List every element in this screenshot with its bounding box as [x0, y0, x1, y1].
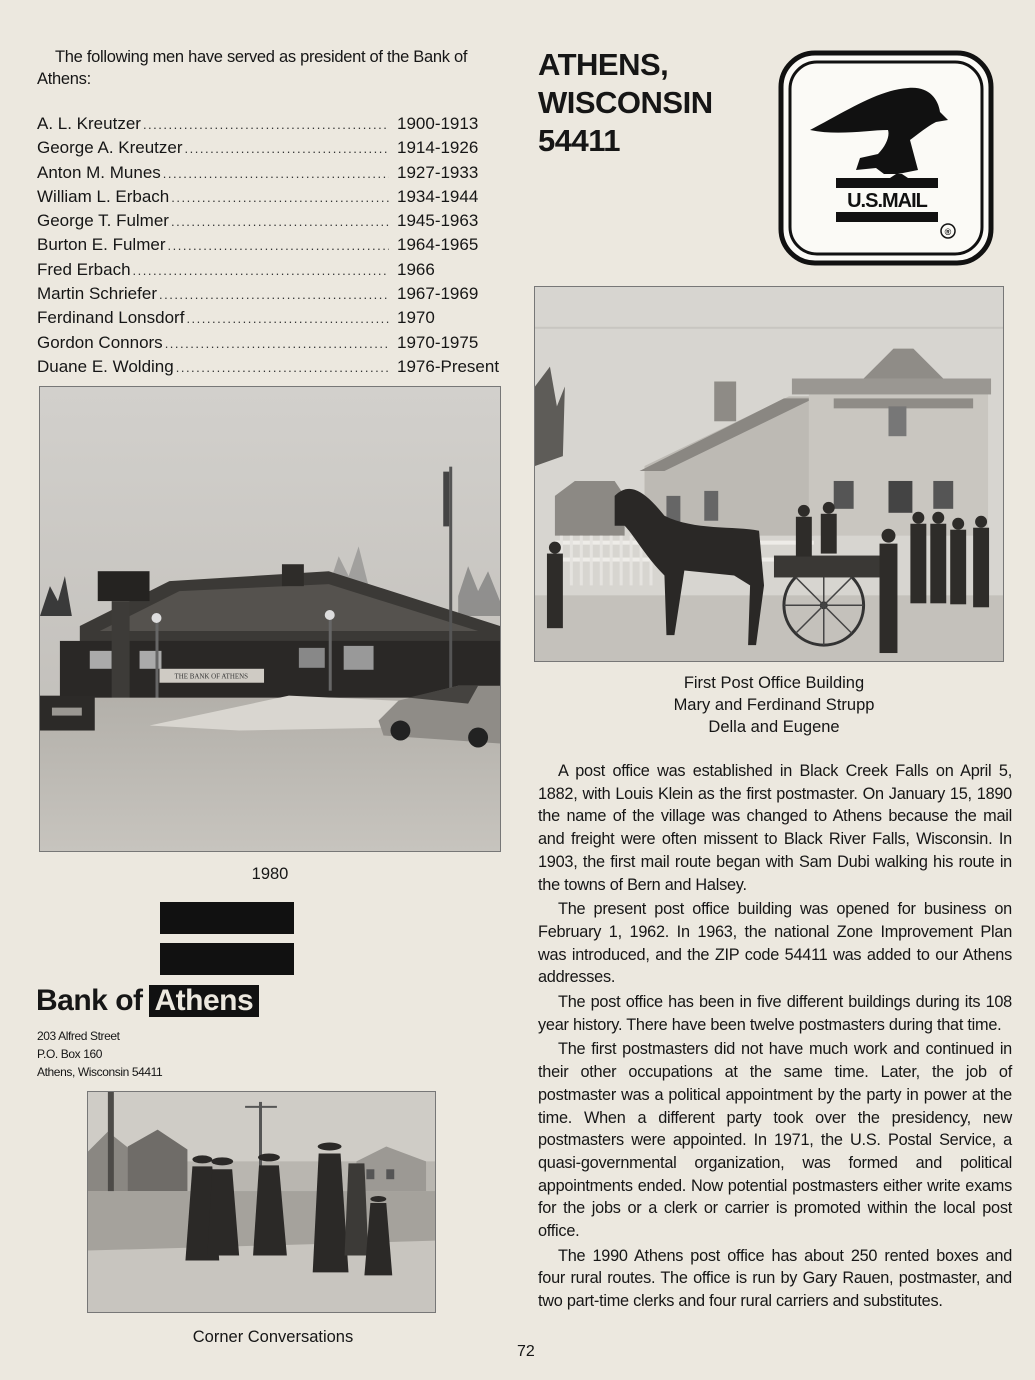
president-name: A. L. Kreutzer — [37, 114, 141, 133]
corner-photo-caption: Corner Conversations — [192, 1328, 354, 1346]
logo-word-bank-of: Bank of — [36, 984, 143, 1017]
president-row — [37, 185, 507, 209]
dot-leader — [186, 307, 389, 330]
president-row — [37, 112, 507, 136]
bank-presidents-intro — [37, 46, 512, 90]
bank-building-photo — [39, 386, 501, 852]
first-post-office-photo — [534, 286, 1004, 662]
president-years: 1945-1963 — [397, 211, 479, 231]
president-years: 1934-1944 — [397, 186, 479, 206]
dot-leader — [133, 259, 389, 282]
bank-address — [37, 1027, 162, 1081]
caption-line-3: Della and Eugene — [708, 718, 840, 736]
president-years: 1914-1926 — [397, 138, 479, 158]
president-row — [37, 209, 507, 233]
page-number: 72 — [517, 1343, 535, 1360]
dot-leader — [171, 186, 389, 209]
president-name: Gordon Connors — [37, 332, 163, 352]
post-office-building-illustration — [535, 287, 1003, 661]
president-row — [37, 136, 507, 160]
post-office-history-text — [538, 760, 1012, 1315]
president-row — [37, 306, 507, 330]
bank-photo-caption: 1980 — [251, 865, 289, 883]
dot-leader — [159, 283, 389, 306]
town-line-2: WISCONSIN — [538, 85, 713, 120]
logo-word-athens: Athens — [149, 985, 260, 1017]
dot-leader — [171, 210, 389, 233]
president-name: Ferdinand Lonsdorf — [37, 308, 185, 328]
president-years: 1970-1975 — [397, 332, 479, 352]
intro-line-2: Athens: — [37, 70, 91, 88]
president-name: William L. Erbach — [37, 186, 170, 206]
president-row — [37, 355, 507, 379]
logo-bar-middle — [160, 943, 294, 975]
dot-leader — [163, 162, 389, 185]
president-years: 1970 — [397, 308, 435, 328]
us-mail-logo — [778, 50, 994, 266]
history-paragraph: A post office was established in Black Creek Falls on April 5, 1882, with Louis Klein as the first postmaster. On January 15, 1890 the name of the village was changed to Athens because the mail and freight were often missent to Black River Falls, Wisconsin. In 1903, the first mail route began with Sam Dubi walking his route in the towns of Bern and Halsey. — [538, 762, 1012, 894]
president-name: Fred Erbach — [37, 259, 131, 279]
corner-conversations-photo — [87, 1091, 436, 1313]
address-street: 203 Alfred Street — [37, 1029, 120, 1043]
history-paragraph: The post office has been in five different buildings during its 108 year history. There have been twelve postmasters during that time. — [538, 993, 1012, 1034]
bank-building-illustration — [40, 387, 500, 851]
president-name: Burton E. Fulmer — [37, 235, 166, 255]
president-name: Martin Schriefer — [37, 284, 157, 304]
president-years: 1900-1913 — [397, 114, 479, 133]
dot-leader — [168, 234, 390, 257]
president-row — [37, 233, 507, 257]
president-years: 1964-1965 — [397, 235, 479, 255]
street-scene-illustration — [88, 1092, 435, 1312]
address-po-box: P.O. Box 160 — [37, 1047, 103, 1061]
intro-line-1: The following men have served as president of the Bank of — [55, 48, 468, 66]
dot-leader — [176, 356, 389, 379]
president-row — [37, 161, 507, 185]
bank-logo-wordmark — [36, 984, 259, 1018]
registered-mark: ® — [944, 227, 952, 237]
caption-line-2: Mary and Ferdinand Strupp — [673, 696, 875, 714]
dot-leader — [143, 113, 389, 136]
president-name: George T. Fulmer — [37, 211, 169, 231]
town-line-1: ATHENS, — [538, 47, 669, 82]
dot-leader — [165, 332, 389, 355]
president-row — [37, 258, 507, 282]
town-line-3: 54411 — [538, 123, 620, 158]
history-paragraph: The first postmasters did not have much work and continued in their other occupations at the same time. Later, the job of postmaster was a political appointment by the party in power at the time. When a different party took over the presidency, new postmasters were appointed. In 1971, the U.S. Postal Service, a quasi-governmental organization, was formed and political appointments ended. Now potential postmasters either write exams for the jobs or a clerk or carrier is promoted within the local post office. — [538, 1040, 1012, 1241]
logo-bar-top — [160, 902, 294, 934]
president-row — [37, 282, 507, 306]
caption-line-1: First Post Office Building — [683, 674, 865, 692]
president-years: 1967-1969 — [397, 284, 479, 304]
history-paragraph: The present post office building was opened for business on February 1, 1962. In 1963, the national Zone Improvement Plan was introduced, and the ZIP code 54411 was added to our Athens addresses. — [538, 900, 1012, 987]
president-years: 1976-Present — [397, 356, 500, 376]
president-row — [37, 331, 507, 355]
bank-presidents-list — [37, 112, 507, 379]
history-paragraph: The 1990 Athens post office has about 250 rented boxes and four rural routes. The office is run by Gary Rauen, postmaster, and two part-time clerks and four rural carriers and substitutes. — [538, 1246, 1012, 1311]
address-city: Athens, Wisconsin 54411 — [37, 1065, 163, 1079]
us-mail-text: U.S.MAIL — [847, 190, 927, 212]
us-mail-eagle-icon — [778, 50, 994, 266]
president-name: Anton M. Munes — [37, 162, 161, 182]
dot-leader — [185, 137, 389, 160]
bank-of-athens-logo — [36, 902, 296, 1022]
president-name: Duane E. Wolding — [37, 356, 174, 376]
president-name: George A. Kreutzer — [37, 138, 183, 158]
bank-sign-text: THE BANK OF ATHENS — [174, 672, 249, 681]
president-years: 1966 — [397, 259, 435, 279]
post-office-photo-caption — [534, 672, 1014, 738]
town-heading — [538, 46, 713, 160]
president-years: 1927-1933 — [397, 162, 479, 182]
